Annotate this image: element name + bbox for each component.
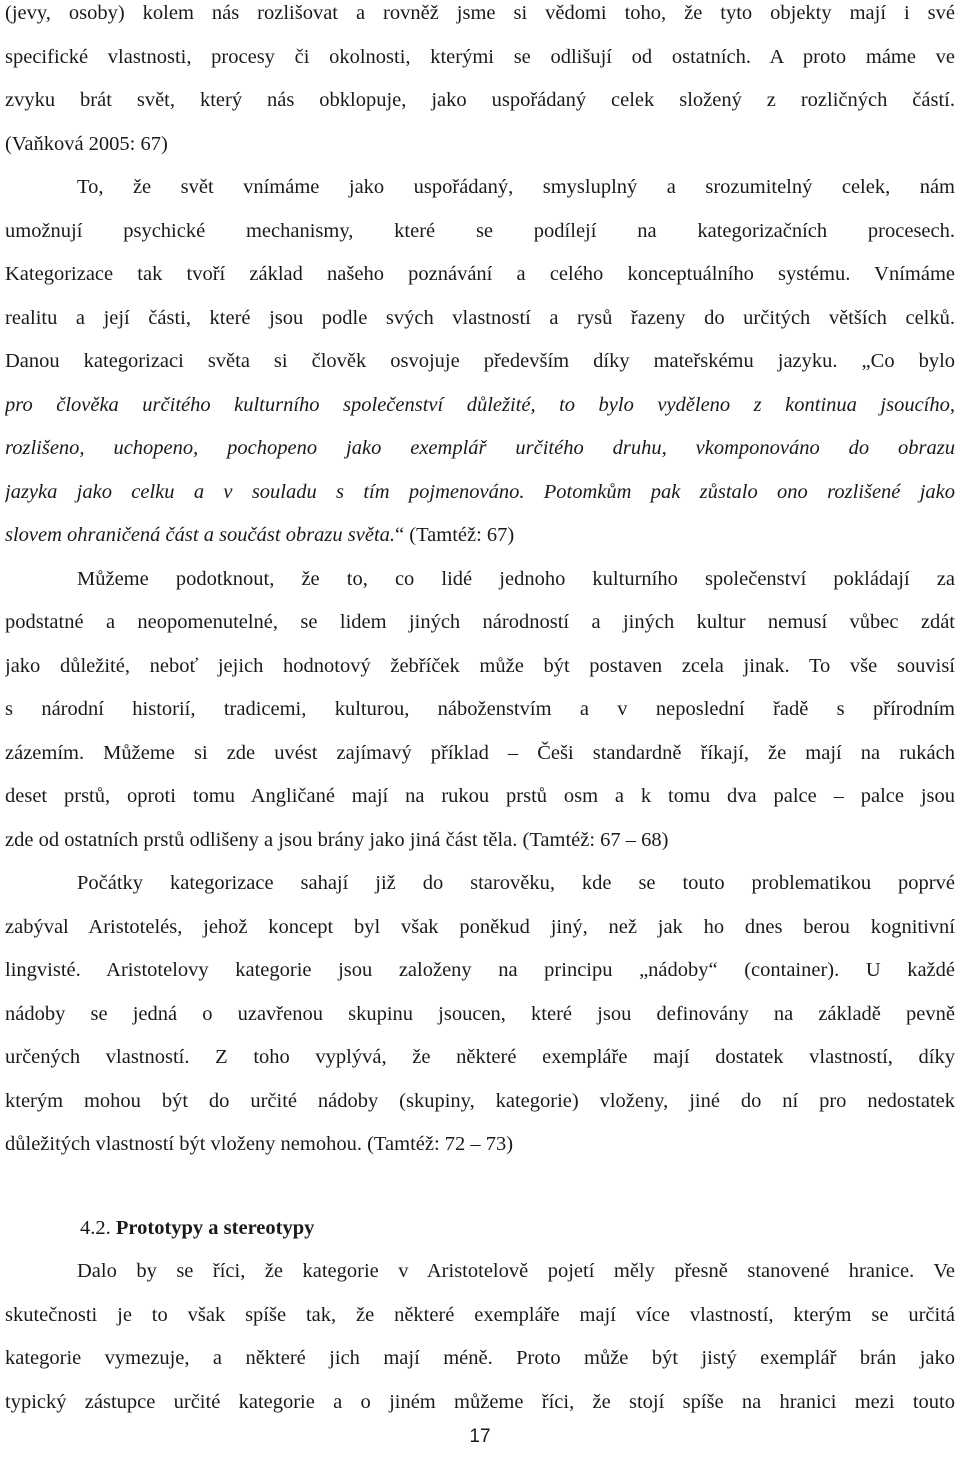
text-line: typický zástupce určité kategorie a o jiném můžeme říci, že stojí spíše na hranici mezi touto [5, 1390, 955, 1413]
page-number: 17 [469, 1426, 491, 1447]
text-line: Můžeme podotknout, že to, co lidé jednoho kulturního společenství pokládají za [77, 567, 955, 590]
text-segment: Danou kategorizaci světa si člověk osvojuje především díky mateřskému jazyku. [5, 350, 838, 372]
text-line: zde od ostatních prstů odlišeny a jsou brány jako jiná část těla. (Tamtéž: 67 – 68) [5, 828, 669, 851]
document-page [5, 0, 955, 1424]
paragraph-3 [5, 558, 955, 863]
text-line: To, že svět vnímáme jako uspořádaný, smysluplný a srozumitelný celek, nám [77, 176, 955, 198]
quote-segment: jazyka jako celku a v souladu s [5, 480, 345, 503]
text-line: lingvisté. Aristotelovy kategorie jsou založeny na principu „nádoby“ (container). U každé [5, 959, 955, 981]
text-line: podstatné a neopomenutelné, se lidem jiných národností a jiných kultur nemusí vůbec zdát [5, 611, 955, 633]
text-line: zázemím. Můžeme si zde uvést zajímavý příklad – Češi standardně říkají, že mají na rukách [5, 741, 955, 764]
text-line: určených vlastností. Z toho vyplývá, že některé exempláře mají dostatek vlastností, díky [5, 1046, 955, 1068]
text-line: specifické vlastnosti, procesy či okolnosti, kterými se odlišují od ostatních. A proto máme ve [5, 45, 955, 68]
text-line: nádoby se jedná o uzavřenou skupinu jsoucen, které jsou definovány na základě pevně [5, 1002, 955, 1025]
text-line: umožnují psychické mechanismy, které se podílejí na kategorizačních procesech. [5, 219, 955, 242]
quote-line: rozlišeno, uchopeno, pochopeno jako exemplář určitého druhu, vkomponováno do obrazu [5, 437, 955, 459]
section-heading [5, 1207, 955, 1251]
text-line: kterým mohou být do určité nádoby (skupiny, kategorie) vloženy, jiné do ní pro nedostatek [5, 1089, 955, 1112]
quote-segment: slovem ohraničená část a součást obrazu světa. [5, 524, 396, 546]
text-line: Počátky kategorizace sahají již do starověku, kde se touto problematikou poprvé [77, 872, 955, 894]
text-line: deset prstů, oproti tomu Angličané mají na rukou prstů osm a k tomu dva palce – palce jsou [5, 785, 955, 807]
quote-line: pro člověka určitého kulturního společenství důležité, to bylo vyděleno z kontinua jsoucího, [5, 393, 955, 416]
text-line: skutečnosti je to však spíše tak, že některé exempláře mají více vlastností, kterým se určitá [5, 1303, 955, 1326]
text-line: zvyku brát svět, který nás obklopuje, jako uspořádaný celek složený z rozličných částí. [5, 89, 955, 111]
text-line: jako důležité, neboť jejich hodnotový žebříček může být postaven zcela jinak. To vše souvisí [5, 654, 955, 677]
text-line: realitu a její části, které jsou podle svých vlastností a rysů řazeny do určitých větších celků. [5, 306, 955, 329]
quote-segment: tím pojmenováno. Potomkům pak zůstalo ono rozlišené jako [363, 480, 955, 503]
text-line: kategorie vymezuje, a některé jich mají méně. Proto může být jistý exemplář brán jako [5, 1347, 955, 1369]
text-line: (jevy, osoby) kolem nás rozlišovat a rovněž jsme si vědomi toho, že tyto objekty mají i své [5, 2, 955, 24]
section-spacer [5, 1167, 955, 1207]
text-line: Kategorizace tak tvoří základ našeho poznávání a celého konceptuálního systému. Vnímáme [5, 263, 955, 285]
quote-start: „Co bylo [861, 350, 955, 372]
text-line: důležitých vlastností být vloženy nemohou. (Tamtéž: 72 – 73) [5, 1133, 514, 1155]
text-line [5, 514, 955, 558]
text-line: s národní historií, tradicemi, kulturou, náboženstvím a v neposlední řadě s přírodním [5, 698, 955, 720]
section-title: Prototypy a stereotypy [115, 1216, 315, 1239]
text-line: zabýval Aristotelés, jehož koncept byl však poněkud jiný, než jak ho dnes berou kognitivní [5, 915, 955, 938]
citation: “ (Tamtéž: 67) [395, 524, 515, 546]
section-number: 4.2. [80, 1216, 111, 1239]
text-line [5, 471, 955, 515]
paragraph-5 [5, 1250, 955, 1424]
text-line [5, 340, 955, 384]
paragraph-1 [5, 0, 955, 166]
text-line: (Vaňková 2005: 67) [5, 132, 168, 155]
paragraph-2 [5, 166, 955, 558]
paragraph-4 [5, 862, 955, 1167]
text-line: Dalo by se říci, že kategorie v Aristotelově pojetí měly přesně stanovené hranice. Ve [77, 1260, 955, 1282]
